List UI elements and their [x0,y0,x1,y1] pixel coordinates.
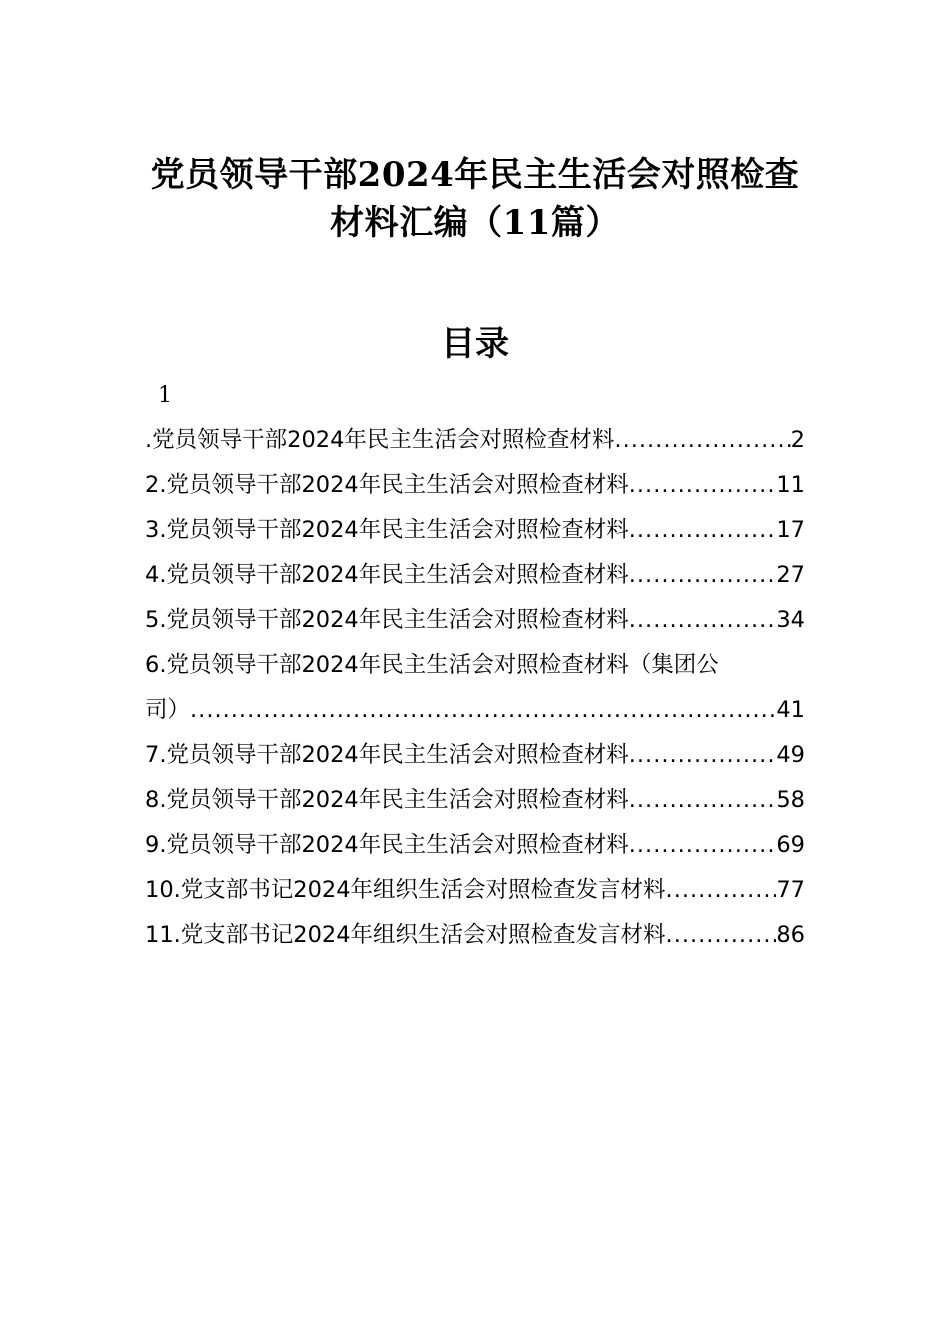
toc-entry-4[interactable] [145,553,805,598]
toc-entry-7[interactable] [145,733,805,778]
toc-entry-2[interactable] [145,463,805,508]
toc-entry-3[interactable] [145,508,805,553]
toc-page-number: 34 [776,607,805,633]
toc-entry-text: 5.党员领导干部2024年民主生活会对照检查材料 [145,607,629,633]
toc-heading: 目录 [441,324,509,364]
toc-entry-text: 10.党支部书记2024年组织生活会对照检查发言材料 [145,877,666,903]
toc-page-number: 58 [776,787,805,813]
toc-entry-text: 2.党员领导干部2024年民主生活会对照检查材料 [145,472,629,498]
toc-page-number: 77 [776,877,805,903]
toc-dot-leader [614,418,790,463]
toc-dot-leader [666,913,777,958]
toc-entry-text: 9.党员领导干部2024年民主生活会对照检查材料 [145,832,629,858]
toc-page-number: 69 [776,832,805,858]
toc-dot-leader [629,463,777,508]
toc-entry-text: 6.党员领导干部2024年民主生活会对照检查材料（集团公 [145,652,719,678]
toc-page-number: 2 [790,427,805,453]
toc-entry-text: 司） [145,697,191,723]
toc-page-number: 27 [776,562,805,588]
toc-dot-leader [666,868,777,913]
toc-dot-leader [629,778,777,823]
table-of-contents [145,418,805,958]
toc-entry-6-line-2[interactable] [145,688,805,733]
toc-entry-1[interactable] [145,418,805,463]
toc-entry-8[interactable] [145,778,805,823]
toc-entry-10[interactable] [145,868,805,913]
toc-entry-text: 3.党员领导干部2024年民主生活会对照检查材料 [145,517,629,543]
toc-page-number: 49 [776,742,805,768]
toc-entry-text: .党员领导干部2024年民主生活会对照检查材料 [145,427,615,453]
toc-dot-leader [629,598,777,643]
stray-page-number: 1 [158,383,172,408]
toc-page-number: 86 [776,922,805,948]
toc-entry-6-line-1[interactable] [145,643,805,688]
toc-entry-text: 7.党员领导干部2024年民主生活会对照检查材料 [145,742,629,768]
toc-dot-leader [190,688,776,733]
toc-entry-text: 4.党员领导干部2024年民主生活会对照检查材料 [145,562,629,588]
toc-entry-11[interactable] [145,913,805,958]
toc-page-number: 11 [776,472,805,498]
toc-entry-text: 8.党员领导干部2024年民主生活会对照检查材料 [145,787,629,813]
toc-page-number: 41 [776,697,805,723]
document-title-line-1: 党员领导干部2024年民主生活会对照检查 [150,155,800,195]
toc-entry-5[interactable] [145,598,805,643]
toc-entry-text: 11.党支部书记2024年组织生活会对照检查发言材料 [145,922,666,948]
toc-dot-leader [629,553,777,598]
toc-page-number: 17 [776,517,805,543]
toc-entry-9[interactable] [145,823,805,868]
toc-dot-leader [629,508,777,553]
toc-dot-leader [629,733,777,778]
toc-dot-leader [629,823,777,868]
document-title-line-2: 材料汇编（11篇） [330,203,620,243]
